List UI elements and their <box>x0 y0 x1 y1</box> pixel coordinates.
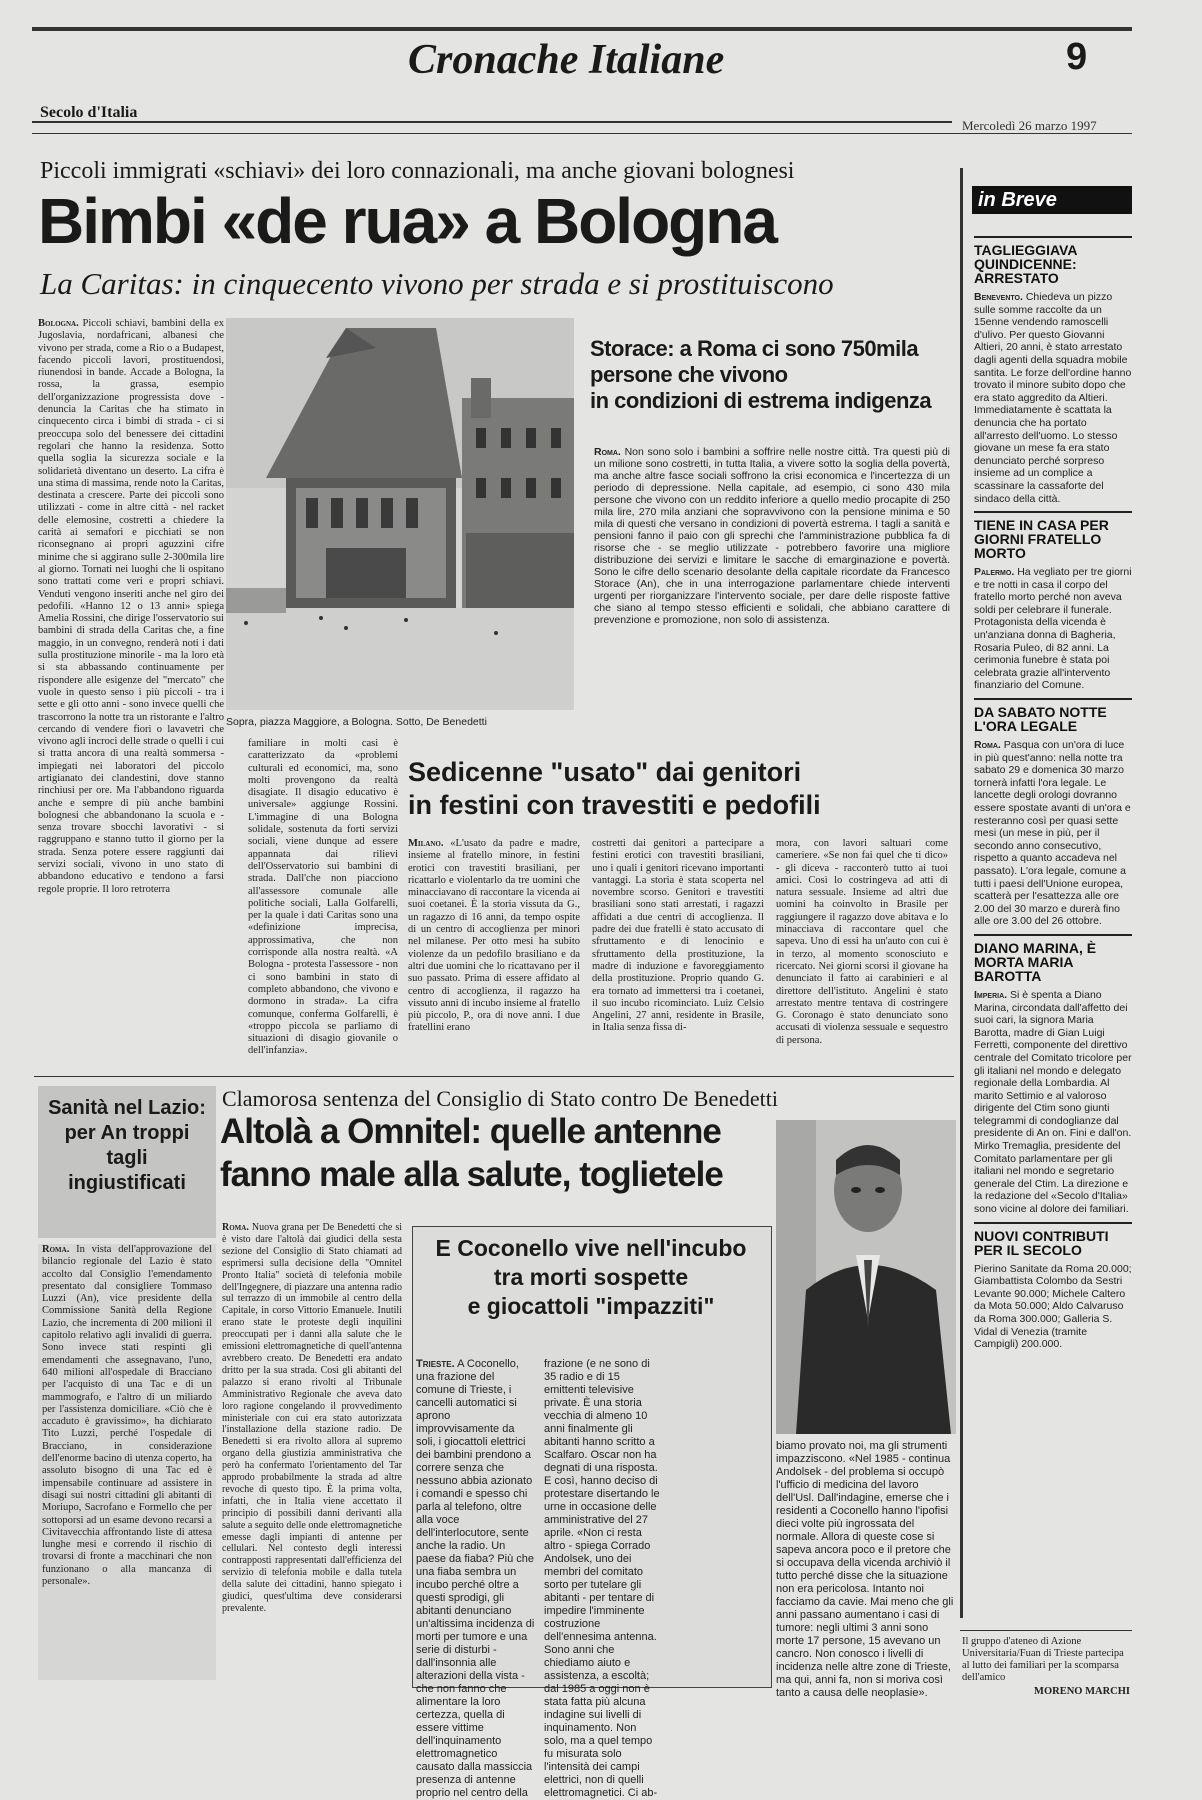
brief-text: Pierino Sanitate da Roma 20.000; Giambattista Colombo da Sestri Levante 90.000; Michele Caltero da Mota 50.000; Aldo Calvaruso da Roma 300.000; Galleria S. Vidal di Venezia (tramite Campigli) 200.000. <box>974 1262 1132 1351</box>
omnitel-body <box>222 1222 402 1680</box>
brief-body <box>974 989 1132 1216</box>
lead-body-text-1: Piccoli schiavi, bambini della ex Jugoslavia, nordafricani, albanesi che vivono per strada, come a Rio o a Budapest, facendo piccoli lavori, prostituendosi, riunendosi in bande. Accade a Bologna, la rossa, la grassa, esempio dell'organizzazione progressista dove - denuncia la Caritas che ha stimato in cinquecento circa i bimbi di strada - ci si preoccupa solo del benessere dei cittadini regolari che hanno la residenza. Sotto quella soglia la sicurezza sociale e la solidarietà diventano un deserto. La cifra è una stima di massima, rende noto la Caritas, destinata a crescere. Parte dei piccoli sono utilizzati - come in altre città - nel racket delle elemosine, costretti a chiedere la carità ai semafori e picchiati se non riconsegnano ai propri aguzzini cifre minime che si aggirano sulle 2-300mila lire al giorno. Tornati nei luoghi che li ospitano sono trattati come veri e propri schiavi. Venduti vengono inseriti anche nel giro dei pedofili. «Hanno 12 o 13 anni» spiega Amelia Rossini, che dirige l'osservatorio sui bambini di strada della Caritas che, a fine maggio, in un convegno, renderà noti i dati sulla prostituzione minorile - ma la loro età si sta abbassando continuamente per rispondere alle esigenze del "mercato" che vuole in questo senso i più piccoli - tra i sette e gli otto anni - sono invece quelli che trascorrono la notte tra un ristorante e l'altro cercando di vendere fiori o lavavetri che vivono agli incroci delle strade o quelli i cui si tratta ancora di una realtà sommersa - impiegati nei laboratori del piccolo artigianato dei clandestini, dove stanno rinchiusi per ore. Ma l'abbandono riguarda anche e sempre di più anche bambini bolognesi che abbandonano la scuola e - senza trovare sbocchi lavorativi - si raggruppano e stanno tutto il giorno per la strada. Senza potere essere raggiunti dai servizi sociali, vivono in uno stato di abbandono educativo e tendono a farsi regole proprie. Il loro retroterra <box>38 318 224 895</box>
omnitel-headline <box>220 1110 760 1196</box>
page-number: 9 <box>1066 36 1088 78</box>
brief-title: DIANO MARINA, È MORTA MARIA BAROTTA <box>974 939 1097 984</box>
brief-item <box>974 698 1132 928</box>
brief-text: Ha vegliato per tre giorni e tre notti in casa il corpo del fratello morto perché non aveva soldi per celebrare il funerale. Protagonista della vicenda è un'anziana donna di Bagheria, Rosaria Puleo, di 82 anni. La cerimonia funebre è stata poi celebrata grazie all'intervento finanziario del Comune. <box>974 566 1132 692</box>
photo-caption: Sopra, piazza Maggiore, a Bologna. Sotto, De Benedetti <box>226 716 487 728</box>
condolence-note <box>962 1636 1130 1698</box>
brief-body <box>974 739 1132 928</box>
sedicenne-headline <box>408 756 968 822</box>
coconello-column-3: biamo provato noi, ma gli strumenti impazziscono. «Nel 1985 - continua Andolsek - del problema si occupò l'ufficio di medicina del lavoro dell'Usl. Dall'indagine, emerse che i residenti a Coconello hanno l'ipofisi dieci volte più ingrossata del normale. Allora di queste cose si sapeva ancora poco e il pretore che si occupava della vicenda archiviò il tutto perché disse che la situazione non era pericolosa. Intanto noi facciamo da cavie. Mai meno che gli anni passano aumentano i casi di tumore: negli ultimi 3 anni sono morte 17 persone, 15 avevano un cancro. Non conosco i livelli di incidenza nelle altre zone di Trieste, ma qui, anni fa, non si moriva così tanto a causa delle neoplasie». <box>776 1440 954 1699</box>
omnitel-headline-line-1: Altolà a Omnitel: quelle antenne <box>220 1112 721 1151</box>
storace-headline-line-1: Storace: a Roma ci sono 750mila <box>590 336 919 361</box>
omnitel-headline-line-2: fanno male alla salute, toglietele <box>220 1155 723 1194</box>
brief-body <box>974 566 1132 692</box>
sedicenne-headline-line-2: in festini con travestiti e pedofili <box>408 790 821 820</box>
brief-item <box>974 511 1132 692</box>
de-benedetti-portrait <box>776 1120 956 1434</box>
de-benedetti-photo <box>776 1120 956 1434</box>
brief-dateline: Benevento. <box>974 291 1023 303</box>
brief-dateline: Roma. <box>974 739 1001 752</box>
coconello-column-1-text: A Coconello, una frazione del comune di Trieste, i cancelli automatici si aprono improvvisamente da soli, i giocattoli elettrici dei bambini prendono a correre senza che nessuno abbia azionato i comandi e spesso chi parla al telefono, oltre alla voce dell'interlocutore, sente anche la radio. Un paese da fiaba? Più che una fiaba sembra un incubo perché oltre a questi sprodigi, gli abitanti denunciano un'altissima incidenza di morti per tumore e una serie di disturbi - dall'insonnia alle alterazioni della vista - che non fanno che alimentare la loro certezza, quella di essere vittime dell'inquinamento elettromagnetico causato dalla massiccia presenza di antenne proprio nel centro della <box>416 1358 535 1799</box>
masthead-top-rule <box>32 27 1132 31</box>
sedicenne-headline-line-1: Sedicenne "usato" dai genitori <box>408 757 802 787</box>
brief-rule <box>974 698 1132 700</box>
sedicenne-column-1-text: «L'usato da padre e madre, insieme al fratello minore, in festini erotici con travestiti brasiliani, per ricattarlo e violentarlo da tre uomini che minacciavano di raccontare la vicenda ai suoi coetanei. È la storia vissuta da G., un ragazzo di 16 anni, da tempo ospite di un centro di accoglienza per minori nel milanese. Per otto mesi ha subito violenze da un pedofilo brasiliano e da altri due uomini che lo ricattavano per il suo passato. Prima di essere affidato al centro di accoglienza, il ragazzo ha vissuto anni di incubo insieme al fratello più piccolo, P., ora di nove anni. I due fratellini erano <box>408 838 581 1034</box>
omnitel-kicker: Clamorosa sentenza del Consiglio di Stato contro De Benedetti <box>222 1086 778 1111</box>
storace-dateline: Roma. <box>594 446 621 458</box>
coconello-dateline: Trieste. <box>416 1358 455 1370</box>
brief-title: DA SABATO NOTTE L'ORA LEGALE <box>974 704 1107 735</box>
coconello-column-2: frazione (e ne sono di 35 radio e di 15 emittenti televisive private. È una storia vecchia di almeno 10 anni finalmente gli abitanti hanno scritto a Scalfaro. Oscar non ha degnati di una risposta. E così, hanno deciso di protestare disertando le urne in occasione delle amministrative del 27 aprile. «Non ci resta altro - spiega Corrado Andolsek, uno dei membri del comitato sorto per tutelare gli abitanti - per tentare di impedire l'imminente costruzione dell'ennesima antenna. Sono anni che chiediamo aiuto e assistenza, a escoltà; dal 1985 a oggi non è stata fatta più alcuna indagine sui livelli di inquinamento. Non solo, ma a quel tempo fu misurata solo l'intensità dei campi elettrici, non di quelli elettromagnetici. Ci ab- <box>544 1358 660 1799</box>
coconello-headline-line-3: e giocattoli "impazziti" <box>467 1293 715 1319</box>
lead-body-column-2: familiare in molti casi è caratterizzato da «problemi culturali ed economici, ma, sono molti provengono da realtà disagiate. Il disagio educativo è universale» aggiunge Rossini. L'immagine di una Bologna solidale, sostenuta da forti servizi sociali, viene dunque ad essere appannata dai rilievi dell'Osservatorio sui bambini di strada. Dall'che non piacciono all'assessore comunale alle politiche sociali, Lalla Golfarelli, per la quale i dati Caritas sono una «definizione imprecisa, approssimativa, che non corrisponde alla nostra realtà. «A Bologna - protesta l'assessore - non ci sono bambini in stato di completo abbandono, che vivono e dormono in strada». La cifra comunque, conferma Golfarelli, è «troppo piccola se parliamo di situazioni di disagio giovanile o dell'infanzia». <box>248 738 398 1057</box>
coconello-column-1 <box>416 1358 536 1799</box>
omnitel-body-text: Nuova grana per De Benedetti che si è visto dare l'altolà dai giudici della sesta sezione del Consiglio di Stato chiamati ad esprimersi sulla decisione della "Omnitel Pronto Italia" società di telefonia mobile dell'Ingegnere, di piazzare una antenna radio sul terrazzo di un immobile al centro della Capitale, in corso Vittorio Emanuele. Inutili erano state le proteste degli inquilini preoccupati per i danni alla salute che le emissioni elettromagnetiche di quell'antenna avrebbero creato. De Benedetti era andato dritto per la sua strada. Così gli abitanti del palazzo si erano rivolti al Tribunale Amministrativo Regionale che aveva dato loro ragione congelando il provvedimento ministeriale con cui era stato autorizzata l'installazione della stazione radio. De Benedetti si era rivolto allora al supremo organo della giustizia amministrativa che però ha confermato l'orientamento del Tar approdo probabilmente la strada ad altre revoche di questo tipo. È la prima volta, infatti, che in Italia viene accettato il principio di possibili danni derivanti alla salute a seguito delle onde elettromagnetiche emesse dagli impianti di antenne per cellulari. Nel contesto degli interessi contrapposti rappresentati dall'efficienza del servizio di telefonia mobile e dalla tutela della salute dei cittadini, hanno spiegato i giudici, quest'ultima deve considerarsi prevalente. <box>222 1222 402 1614</box>
sedicenne-column-3: mora, con lavori saltuari come cameriere. «Se non fai quel che ti dico» - gli diceva - racconterò tutto ai tuoi amici. Così lo costringeva ad atti di natura sessuale. Insieme ad altri due uomini ha coinvolto in Brasile per raggiungere il ragazzo dove abitava e lo minacciava di raccontare quel che sapeva. Uno di essi ha un'auto con cui è in terzo, al momento sconosciuto e ricercato. Nei giorni scorsi il giovane ha denunciato il fatto ai carabinieri e al direttore dell'istituto. Angelini è stato arrestato mentre tentava di costringere G. Coronago è stato denunciato sono accusati di violenza sessuale e sequestro di persona. <box>776 838 948 1046</box>
brief-title: TIENE IN CASA PER GIORNI FRATELLO MORTO <box>974 517 1109 562</box>
sanita-body <box>38 1244 216 1680</box>
masthead-bottom-rule <box>32 121 952 123</box>
lead-deck: La Caritas: in cinquecento vivono per strada e si prostituiscono <box>40 266 834 301</box>
coconello-spacer <box>672 1358 764 1370</box>
piazza-maggiore-illustration <box>226 318 574 710</box>
brief-dateline: Palermo. <box>974 566 1015 579</box>
section-divider <box>34 1076 954 1077</box>
brief-dateline: Imperia. <box>974 988 1008 1001</box>
masthead-thin-rule <box>32 133 1132 134</box>
brief-rule <box>974 236 1132 238</box>
brief-title: NUOVI CONTRIBUTI PER IL SECOLO <box>974 1227 1109 1258</box>
storace-body <box>594 446 950 708</box>
brief-rule <box>974 1222 1132 1224</box>
sanita-title: Sanità nel Lazio: per An troppi tagli ingiustificati <box>48 1097 206 1194</box>
brief-body <box>974 1263 1132 1351</box>
piazza-maggiore-photo <box>226 318 574 710</box>
sedicenne-dateline: Milano. <box>408 838 444 849</box>
lead-dateline: Bologna. <box>38 318 79 329</box>
sidebar-header-title: in Breve <box>978 189 1057 211</box>
brief-rule <box>974 511 1132 513</box>
coconello-headline <box>418 1234 764 1321</box>
sedicenne-column-2: costretti dai genitori a partecipare a festini erotici con travestiti brasiliani, uno i quali i genitori ricevano importanti vantaggi. La storia è stata scoperta nel novembre scorso. Genitori e travestiti brasiliani sono stati arrestati, i ragazzi affidati a due centri di accoglienza. Il padre dei due fratelli è stato accusato di sfruttamento e di lenocinio e sfruttamento della prostituzione, la madre di induzione e favoreggiamento della prostituzione. Proprio quando G. era tornato ad immettersi tra i coetanei, il suo incubo ricominciato. Luiz Celsio Angelini, 27 anni, residente in Brasile, in Italia senza fissa di- <box>592 838 764 1034</box>
lead-headline: Bimbi «de rua» a Bologna <box>38 185 776 257</box>
coconello-headline-line-2: tra morti sospette <box>493 1264 689 1290</box>
omnitel-dateline: Roma. <box>222 1222 249 1233</box>
sedicenne-column-1 <box>408 838 580 1072</box>
storace-headline-line-2: persone che vivono <box>590 362 788 387</box>
brief-item <box>974 236 1132 505</box>
brief-text: Pasqua con un'ora di luce in più quest'anno: nella notte tra sabato 29 e domenica 30 marzo tornerà infatti l'ora legale. Le lancette degli orologi dovranno essere spostate avanti di un'ora e resteranno così per quasi sette mesi (un mese in più, per il secondo anno consecutivo, rispetto a quanto accadeva nel passato). L'ora legale, comune a tutti i paesi dell'Unione europea, scatterà per l'esattezza alle ore 2.00 del 30 marzo e durerà fino alle ore 3.00 del 26 ottobre. <box>974 739 1131 928</box>
storace-headline-line-3: in condizioni di estrema indigenza <box>590 388 932 413</box>
sidebar-left-rule <box>960 168 963 1618</box>
brief-item <box>974 934 1132 1216</box>
condolence-name: MORENO MARCHI <box>1034 1686 1130 1697</box>
sanita-body-text: In vista dell'approvazione del bilancio regionale del Lazio è stato accolto dal Consiglio l'emendamento presentato dal consigliere Tommaso Luzzi (An), vice presidente della Commissione Sanità della Regione Lazio, che incrementa di 200 milioni il capitolo relativo agli invalidi di guerra. Sono invece stati respinti gli emendamenti che assegnavano, l'uno, 640 milioni all'ospedale di Bracciano per l'acquisto di una Tac e di un mammografo, e l'altro di un miliardo per l'assistenza domiciliare. «Ciò che è accaduto è gravissimo», ha dichiarato Tito Luzzi, perché l'ospedale di Bracciano, in considerazione dell'enorme bacino di utenza coperto, ha assoluto bisogno di una Tac ed è impensabile continuare ad assistere in disagi sui nostri cittadini gli abitanti di Moriupo, Sacrofano e Formello che per sottoporsi ad un esame devono recarsi a Civitavecchia affrontando liste di attesa lunghe mesi e correndo il rischio di trovarsi di fronte a macchinari che non funzionano o alla mancanza di personale». <box>42 1244 212 1588</box>
sanita-title-box <box>38 1086 216 1238</box>
coconello-headline-line-1: E Coconello vive nell'incubo <box>435 1235 747 1261</box>
brief-title: TAGLIEGGIAVA QUINDICENNE: ARRESTATO <box>974 242 1077 286</box>
brief-item <box>974 1222 1132 1351</box>
sidebar-header <box>972 186 1132 214</box>
brief-body <box>974 291 1132 505</box>
condolence-rule <box>960 1630 1132 1631</box>
brief-rule <box>974 934 1132 936</box>
sidebar-briefs <box>974 230 1132 1610</box>
publication-name: Secolo d'Italia <box>40 104 138 121</box>
storace-headline <box>590 336 960 414</box>
section-title: Cronache Italiane <box>408 37 725 83</box>
issue-date: Mercoledì 26 marzo 1997 <box>962 118 1097 133</box>
storace-body-text: Non sono solo i bambini a soffrire nelle nostre città. Tra questi più di un milione sono costretti, in tutta Italia, a vivere sotto la soglia della povertà, ma anche altre fasce sociali soffrono la crisi economica e l'incertezza di un periodo di depressione. Nella capitale, ad esempio, ci sono 430 mila persone che vivono con un reddito inferiore a quello medio procapite di 250 mila lire, 270 mila anziani che sopravvivono con la pensione minima e 50 mila di questi che versano in condizioni di povertà estrema. I tagli a sanità e pensioni fanno il paio con gli sprechi che l'amministrazione pubblica fa di risorse che - se meglio utilizzate - potrebbero favorire una migliore distribuzione dei servizi e limitare le sacche di emarginazione e povertà. Sono le cifre dello scenario desolante della capitale ricordate da Francesco Storace (An), che in una interrogazione parlamentare chiede interventi urgenti per riorganizzare l'intervento sociale, per dare delle risposte fattive che siano al tempo stesso efficienti e solidali, che abbiano carattere di prevenzione e promozione, non solo di assistenza. <box>594 446 950 626</box>
lead-kicker: Piccoli immigrati «schiavi» dei loro connazionali, ma anche giovani bolognesi <box>40 158 795 184</box>
brief-text: Chiedeva un pizzo sulle somme raccolte da un 15enne vendendo ramoscelli d'ulivo. Per questo Giovanni Altieri, 20 anni, è stato arrestato dagli agenti della squadra mobile santita. Le forze dell'ordine hanno trovato il minore subito dopo che era stato aggredito da Altieri. Immediatamente è scattata la denuncia che ha portato all'arresto dell'uomo. Lo stesso giovane un mese fa era stato denunciato perché sorpreso insieme ad un complice a scassinare la cassaforte del sindaco della città. <box>974 291 1132 505</box>
brief-text: Si è spenta a Diano Marina, circondata dall'affetto dei suoi cari, la signora Maria Barotta, madre di Gian Luigi Ferretti, componente del direttivo centrale del Comitato tricolore per gli italiani nel mondo e delegato regionale della Lombardia. Al marito Settimio e al valoroso dirigente del Ctim sono giunti telegrammi di condoglianze dal presidente di An on. Fini e dall'on. Mirko Tremaglia, presidente del Comitato parlamentare per gli italiani nel mondo e segretario generale del Ctim. La direzione e la redazione del «Secolo d'Italia» sono vicine al dolore dei familiari. <box>974 988 1132 1216</box>
condolence-text: Il gruppo d'ateneo di Azione Universitaria/Fuan di Trieste partecipa al lutto dei familiari per la scomparsa dell'amico <box>962 1636 1124 1683</box>
sanita-dateline: Roma. <box>42 1244 70 1255</box>
